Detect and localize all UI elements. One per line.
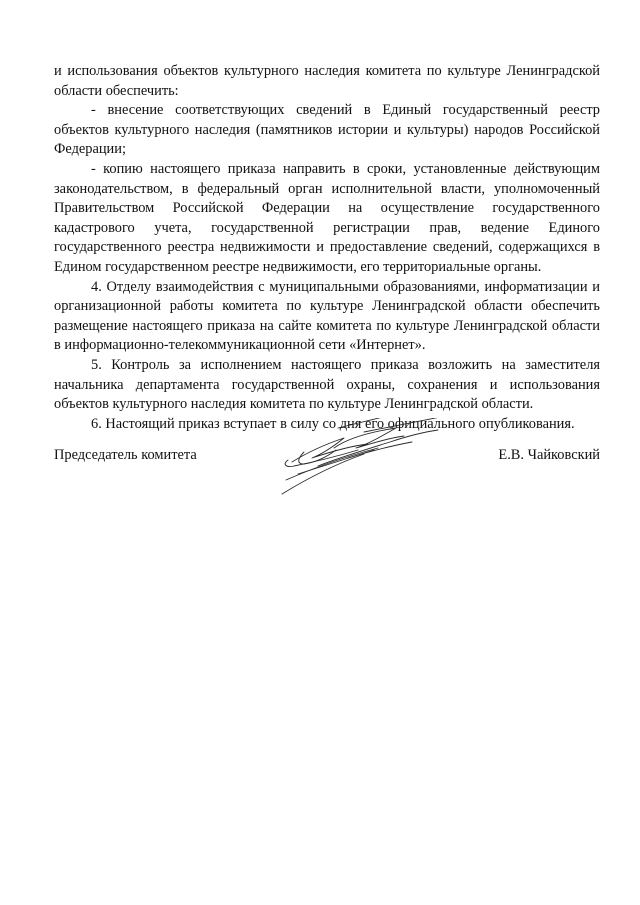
- paragraph-item-4: 4. Отделу взаимодействия с муниципальными образованиями, информатизации и организационной работы комитета по культуре Ленинградской области обеспечить размещение настоящего приказа на сайте комитета по культуре Ленинградской области в информационно-телекоммуникационной сети «Интернет».: [54, 278, 600, 354]
- paragraph-item-5: 5. Контроль за исполнением настоящего приказа возложить на заместителя начальника департамента государственной охраны, сохранения и использования объектов культурного наследия комитета по культуре Ленинградской области.: [54, 356, 600, 413]
- signatory-title: Председатель комитета: [54, 447, 197, 463]
- signature-block: [54, 446, 600, 526]
- paragraph-bullet-registry: - внесение соответствующих сведений в Единый государственный реестр объектов культурного наследия (памятников истории и культуры) народов Российской Федерации;: [54, 102, 600, 158]
- paragraph-continuation: и использования объектов культурного наследия комитета по культуре Ленинградской области обеспечить:: [54, 63, 600, 99]
- paragraph-bullet-copy: - копию настоящего приказа направить в сроки, установленные действующим законодательством, в федеральный орган исполнительной власти, уполномоченный Правительством Российской Федерации на осуществление государственного кадастрового учета, государственной регистрации прав, ведение Единого государственного реестра недвижимости и предоставление сведений, содержащихся в Едином государственном реестре недвижимости, его территориальные органы.: [54, 160, 600, 275]
- signatory-name: Е.В. Чайковский: [498, 447, 600, 463]
- document-body: [54, 62, 600, 434]
- handwritten-signature: [278, 418, 468, 518]
- paragraph-item-6: 6. Настоящий приказ вступает в силу со дня его официального опубликования.: [91, 415, 575, 432]
